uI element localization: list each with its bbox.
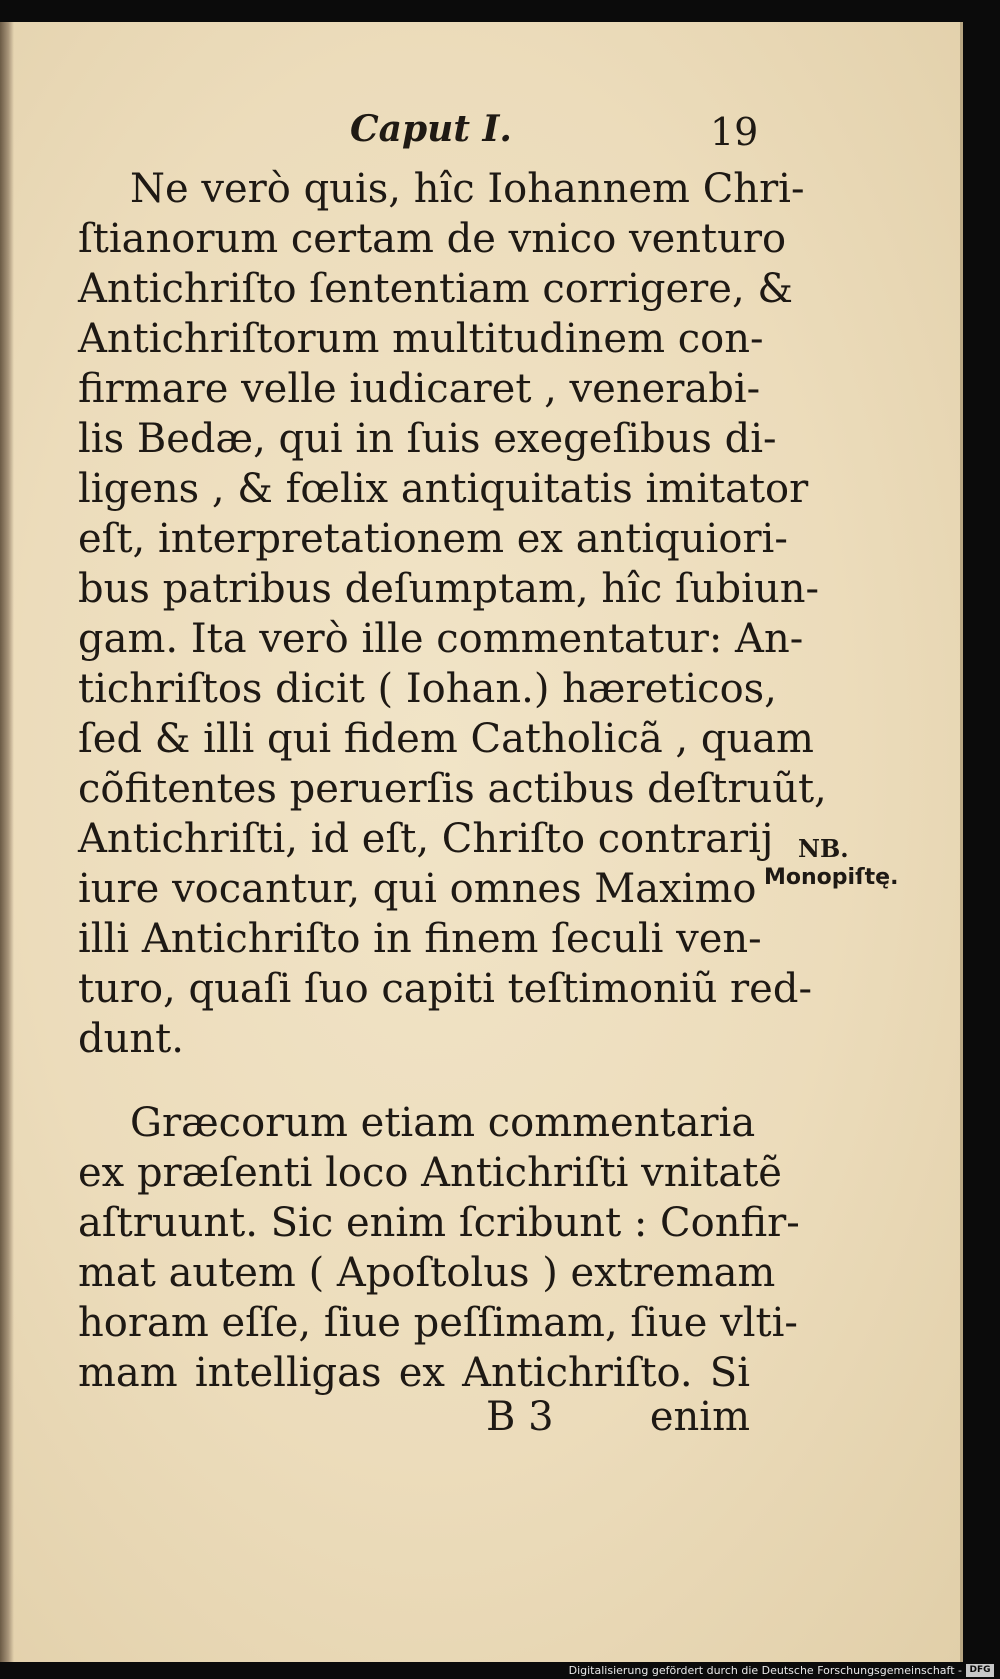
signature-line: [78, 1394, 750, 1444]
text-line: Antichriſtorum multitudinem con-: [78, 316, 764, 362]
digitization-footer: [0, 1662, 1000, 1679]
text-line: turo, quaſi ſuo capiti teſtimoniũ red-: [78, 966, 812, 1012]
book-spine-edge: [0, 22, 14, 1662]
page-header: [0, 108, 800, 158]
running-title: Caput I.: [350, 108, 512, 150]
text-line: Antichriſti, id eſt, Chriſto contrarij: [78, 816, 774, 862]
text-line: eſt, interpretationem ex antiquiori-: [78, 516, 788, 562]
text-line: ligens , & fœlix antiquitatis imitator: [78, 466, 809, 512]
text-line: illi Antichriſto in finem ſeculi ven-: [78, 916, 762, 962]
signature-mark: B 3: [486, 1394, 554, 1440]
text-line: Ne verò quis, hîc Iohannem Chri-: [130, 166, 805, 212]
marginal-note-text: Monopiſtę.: [764, 865, 899, 890]
text-line: Græcorum etiam commentaria: [130, 1100, 756, 1146]
text-line: cõfitentes peruerſis actibus deſtruũt,: [78, 766, 827, 812]
page-number: 19: [710, 110, 759, 154]
text-line: mam intelligas ex Antichriſto. Si: [78, 1350, 750, 1396]
marginal-note: [764, 834, 914, 892]
text-line: ex præſenti loco Antichriſti vnitatẽ: [78, 1150, 782, 1196]
text-line: tichriſtos dicit ( Iohan.) hæreticos,: [78, 666, 777, 712]
text-line: iure vocantur, qui omnes Maximo: [78, 866, 757, 912]
digitization-credit: Digitalisierung gefördert durch die Deutsche Forschungsgemeinschaft -: [568, 1664, 962, 1677]
text-line: Antichriſto ſententiam corrigere, &: [78, 266, 793, 312]
dfg-logo: DFG: [966, 1664, 994, 1677]
catchword: enim: [649, 1394, 750, 1440]
text-line: mat autem ( Apoſtolus ) extremam: [78, 1250, 776, 1296]
paragraph-gap: [78, 1064, 750, 1098]
text-line: bus patribus deſumptam, hîc ſubiun-: [78, 566, 819, 612]
text-line: firmare velle iudicaret , venerabi-: [78, 366, 761, 412]
text-line: horam eſſe, ſiue peſſimam, ſiue vlti-: [78, 1300, 798, 1346]
text-line: ſed & illi qui fidem Catholicã , quam: [78, 716, 814, 762]
text-line: lis Bedæ, qui in ſuis exegeſibus di-: [78, 416, 777, 462]
text-line: aſtruunt. Sic enim ſcribunt : Confir-: [78, 1200, 800, 1246]
text-line: ſtianorum certam de vnico venturo: [78, 216, 787, 262]
text-line: gam. Ita verò ille commentatur: An-: [78, 616, 804, 662]
text-line: dunt.: [78, 1016, 184, 1062]
marginal-note-nb: NB.: [798, 834, 849, 863]
